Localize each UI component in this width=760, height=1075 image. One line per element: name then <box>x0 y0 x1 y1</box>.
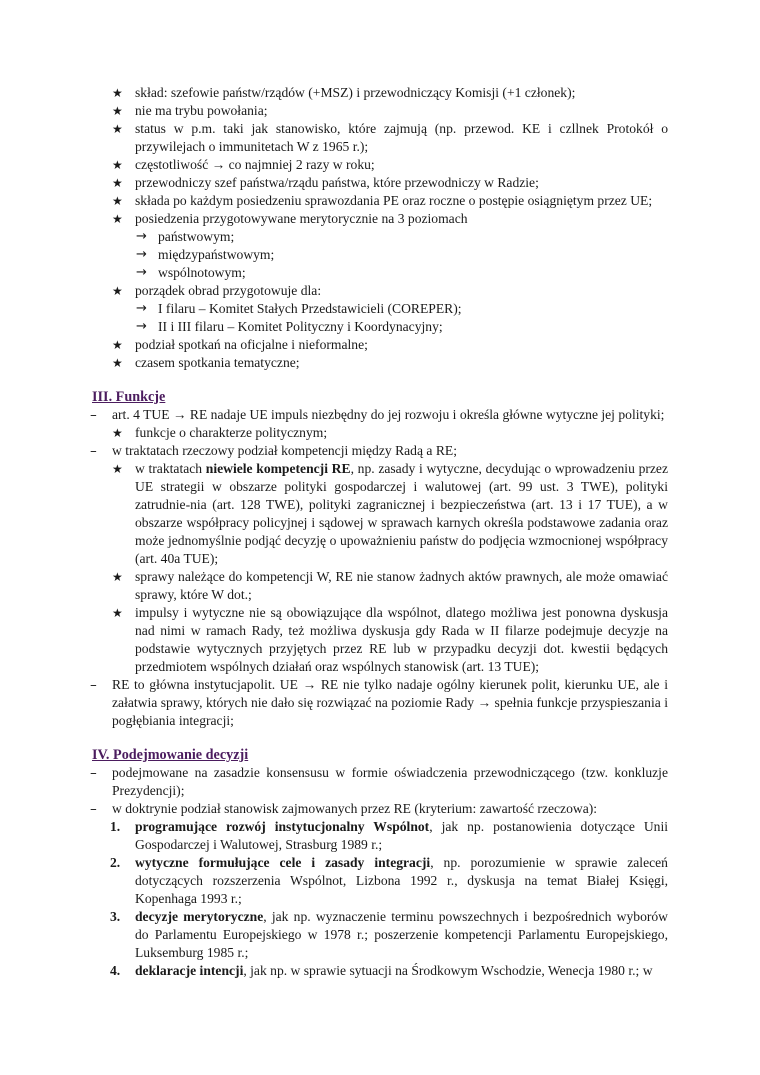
dash-item <box>0 764 760 800</box>
bullet-text: nie ma trybu powołania; <box>135 103 268 118</box>
bullet-item <box>0 282 760 300</box>
bullet-text: status w p.m. taki jak stanowisko, które zajmują (np. przewod. KE i czllnek Protokół o przywilejach o immunitetach W z 1965 r.); <box>135 121 668 154</box>
star-bullet-icon: ★ <box>112 86 123 100</box>
item-text: , jak np. postanowienia dotyczące Unii Gospodarczej i Walutowej, Strasburg 1989 r.; <box>135 819 669 852</box>
dash-text: w doktrynie podział stanowisk zajmowanych przez RE (kryterium: zawartość rzeczowa): <box>112 801 598 816</box>
bullet-text: posiedzenia przygotowywane merytorycznie na 3 poziomach <box>135 211 468 226</box>
numbered-item <box>0 818 760 854</box>
star-bullet-icon: ★ <box>112 606 123 620</box>
bullet-text: przewodniczy szef państwa/rządu państwa, które przewodniczy w Radzie; <box>135 175 539 190</box>
section-heading-decisions: IV. Podejmowanie decyzji <box>92 747 249 763</box>
dash-item <box>0 676 760 730</box>
bullet-item <box>0 174 760 192</box>
star-bullet-icon: ★ <box>112 104 123 118</box>
arrow-icon: → <box>136 301 147 316</box>
section-heading-functions: III. Funkcje <box>92 389 166 405</box>
dash-item <box>0 442 760 460</box>
intro-bullet-list <box>0 84 760 372</box>
item-bold-text: deklaracje intencji <box>135 963 244 978</box>
dash-bullet-icon: – <box>90 801 97 817</box>
agenda-text: II i III filaru – Komitet Polityczny i Koordynacyjny; <box>158 319 443 334</box>
numbered-item <box>0 908 760 962</box>
item-bold-text: programujące rozwój instytucjonalny Wspólnot <box>135 819 430 834</box>
star-bullet-icon: ★ <box>112 426 123 440</box>
arrow-icon: → <box>136 319 147 334</box>
bullet-text-bold: niewiele kompetencji RE <box>205 461 351 476</box>
level-text: wspólnotowym; <box>158 265 246 280</box>
item-bold-text: wytyczne formułujące cele i zasady integracji <box>135 855 431 870</box>
bullet-text: sprawy należące do kompetencji W, RE nie stanow żadnych aktów prawnych, ale może omawiać sprawy, które W dot.; <box>135 569 668 602</box>
bullet-text: podział spotkań na oficjalne i nieformalne; <box>135 337 368 352</box>
level-item <box>0 228 760 246</box>
numbered-item <box>0 854 760 908</box>
bullet-item <box>0 336 760 354</box>
nested-bullet-item <box>0 460 760 568</box>
agenda-text: I filaru – Komitet Stałych Przedstawicieli (COREPER); <box>158 301 462 316</box>
star-bullet-icon: ★ <box>112 194 123 208</box>
bullet-text: skład: szefowie państw/rządów (+MSZ) i przewodniczący Komisji (+1 członek); <box>135 85 576 100</box>
bullet-item <box>0 210 760 228</box>
agenda-item <box>0 318 760 336</box>
star-bullet-icon: ★ <box>112 356 123 370</box>
bullet-text: czasem spotkania tematyczne; <box>135 355 300 370</box>
item-bold-text: decyzje merytoryczne <box>135 909 264 924</box>
nested-bullet-item <box>0 568 760 604</box>
bullet-text: funkcje o charakterze politycznym; <box>135 425 328 440</box>
item-text: , jak np. w sprawie sytuacji na Środkowym Wschodzie, Wenecja 1980 r.; w <box>243 963 653 978</box>
dash-item <box>0 800 760 818</box>
nested-bullet-item <box>0 604 760 676</box>
star-bullet-icon: ★ <box>112 212 123 226</box>
arrow-icon: → <box>136 265 147 280</box>
nested-bullet-item <box>0 424 760 442</box>
arrow-icon: → <box>136 247 147 262</box>
dash-text: w traktatach rzeczowy podział kompetencji między Radą a RE; <box>112 443 457 458</box>
level-text: państwowym; <box>158 229 235 244</box>
bullet-item <box>0 156 760 174</box>
item-text: , np. porozumienie w sprawie zaleceń dotyczących rozszerzenia Wspólnot, Lizbona 1992 r., dyskusja na temat Białej Księgi, Kopenhaga 1993 r.; <box>135 855 668 906</box>
star-bullet-icon: ★ <box>112 158 123 172</box>
bullet-text: częstotliwość → co najmniej 2 razy w roku; <box>135 157 375 172</box>
bullet-item <box>0 102 760 120</box>
item-number: 4. <box>110 963 121 978</box>
arrow-icon: → <box>136 229 147 244</box>
item-number: 1. <box>110 819 121 834</box>
dash-text: RE to główna instytucjapolit. UE → RE nie tylko nadaje ogólny kierunek polit, kierunku UE, ale i załatwia sprawy, których nie dało się rozwiązać na poziomie Rady → spełnia funkcje przyspieszania i pogłębiania integracji; <box>112 677 668 728</box>
item-text: , jak np. wyznaczenie terminu powszechnych i bezpośrednich wyborów do Parlamentu Europejskiego w 1978 r.; poszerzenie kompetencji Parlamentu Europejskiego, Luksemburg 1985 r.; <box>135 909 669 960</box>
bullet-item <box>0 84 760 102</box>
item-number: 2. <box>110 855 121 870</box>
dash-bullet-icon: – <box>90 407 97 423</box>
numbered-item <box>0 962 760 980</box>
dash-text: art. 4 TUE → RE nadaje UE impuls niezbędny do jej rozwoju i określa główne wytyczne jej polityki; <box>112 407 665 422</box>
bullet-text: impulsy i wytyczne nie są obowiązujące dla wspólnot, dlatego możliwa jest ponowna dyskusja nad nimi w ramach Rady, też możliwa dyskusja gdy Rada w II filarze podejmuje decyzje na podstawie wytycznych przyjętych przez RE lub w przypadku decyzji dot. kwestii będących przedmiotem wspólnych działań oraz wspólnych stanowisk (art. 13 TUE); <box>135 605 668 674</box>
bullet-item <box>0 192 760 210</box>
bullet-text: porządek obrad przygotowuje dla: <box>135 283 322 298</box>
item-number: 3. <box>110 909 121 924</box>
agenda-item <box>0 300 760 318</box>
dash-item <box>0 406 760 424</box>
dash-bullet-icon: – <box>90 677 97 693</box>
star-bullet-icon: ★ <box>112 570 123 584</box>
star-bullet-icon: ★ <box>112 462 123 476</box>
star-bullet-icon: ★ <box>112 338 123 352</box>
level-item <box>0 246 760 264</box>
star-bullet-icon: ★ <box>112 284 123 298</box>
star-bullet-icon: ★ <box>112 122 123 136</box>
bullet-text: składa po każdym posiedzeniu sprawozdania PE oraz roczne o postępie osiągniętym przez UE; <box>135 193 653 208</box>
dash-text: podejmowane na zasadzie konsensusu w formie oświadczenia przewodniczącego (tzw. konkluzje Prezydencji); <box>112 765 668 798</box>
level-item <box>0 264 760 282</box>
dash-bullet-icon: – <box>90 765 97 781</box>
bullet-text-pre: w traktatach <box>135 461 206 476</box>
bullet-item <box>0 120 760 156</box>
star-bullet-icon: ★ <box>112 176 123 190</box>
bullet-text-post: , np. zasady i wytyczne, decydując o wprowadzeniu przez UE strategii w obszarze polityki gospodarczej i walutowej (art. 99 ust. 3 TWE), polityki zatrudnie-nia (art. 128 TWE), polityki zagranicznej i bezpieczeństwa (art. 13 i 17 TUE), a w obszarze współpracy policyjnej i sądowej w sprawach karnych określa podstawowe zadania oraz może jednomyślnie podjąć decyzję o upoważnieniu państw do podjęcia wzmocnionej współpracy (art. 40a TUE); <box>135 461 668 566</box>
level-text: międzypaństwowym; <box>158 247 275 262</box>
document-page <box>0 84 760 980</box>
dash-bullet-icon: – <box>90 443 97 459</box>
bullet-item <box>0 354 760 372</box>
